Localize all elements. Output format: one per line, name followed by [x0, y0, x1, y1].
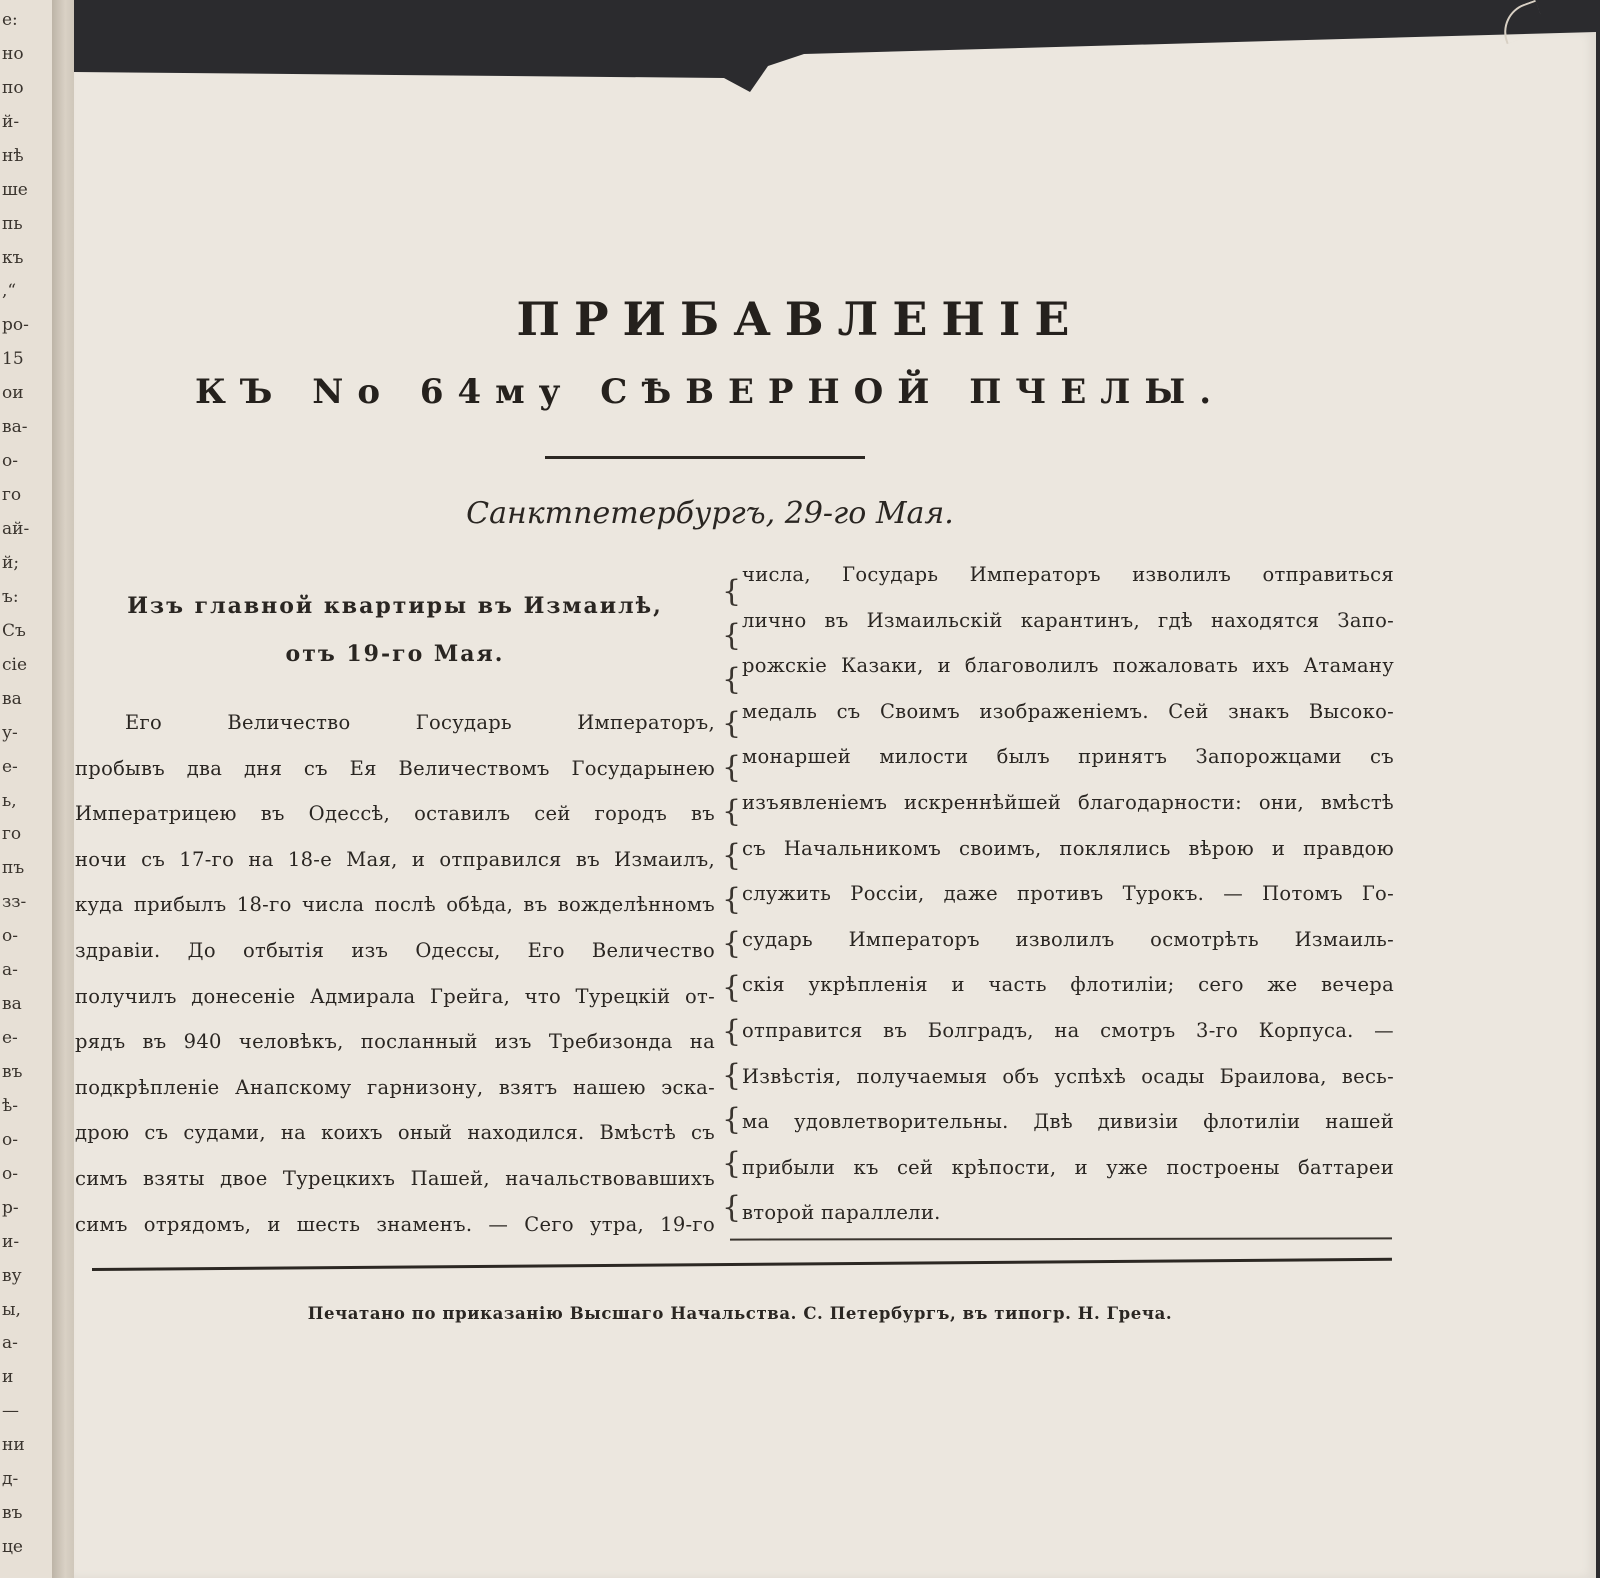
- adjacent-page-text-fragment: сіе: [2, 654, 28, 675]
- adjacent-page-text-fragment: й;: [2, 552, 20, 573]
- adjacent-page-text-fragment: ва: [2, 994, 22, 1015]
- adjacent-page-text-fragment: и-: [2, 1231, 20, 1252]
- article-heading: Изъ главной квартиры въ Измаилѣ,: [127, 593, 663, 619]
- adjacent-page-text-fragment: ва: [2, 688, 22, 709]
- text-line: получилъ донесеніе Адмирала Грейга, что Турецкій от-: [75, 984, 715, 1008]
- adjacent-page-text-fragment: го: [2, 485, 22, 506]
- left-column-body: [75, 700, 715, 1247]
- text-line: съ Начальникомъ своимъ, поклялись вѣрою и правдою: [742, 836, 1394, 860]
- adjacent-page-text-fragment: нѣ: [2, 145, 24, 166]
- adjacent-page-text-fragment: а-: [2, 960, 18, 981]
- text-line: подкрѣпленіе Анапскому гарнизону, взятъ нашею эска-: [75, 1075, 715, 1099]
- adjacent-page-text-fragment: ои: [2, 383, 24, 404]
- adjacent-page-text-fragment: у-: [2, 722, 18, 743]
- text-line: здравіи. До отбытія изъ Одессы, Его Величество: [75, 938, 715, 962]
- adjacent-page-text-fragment: къ: [2, 247, 24, 268]
- adjacent-page-text-fragment: ай-: [2, 519, 30, 540]
- adjacent-page-text-fragment: д-: [2, 1469, 19, 1490]
- adjacent-page-text-fragment: ва-: [2, 417, 28, 438]
- text-line: изъявленіемъ искреннѣйшей благодарности: они, вмѣстѣ: [742, 790, 1394, 814]
- adjacent-page-text-fragment: р-: [2, 1197, 19, 1218]
- column-divider-braces: { { { { { { { { { { { { { { {: [722, 574, 742, 1225]
- adjacent-page-text-fragment: зз-: [2, 892, 27, 913]
- adjacent-page-text-fragment: ъ:: [2, 586, 19, 607]
- text-line: Императрицею въ Одессѣ, оставилъ сей городъ въ: [75, 802, 715, 826]
- adjacent-page-text-fragment: о-: [2, 926, 18, 947]
- adjacent-page-text-fragment: ы,: [2, 1299, 21, 1320]
- adjacent-page-text-fragment: по: [2, 77, 24, 98]
- text-line: симъ взяты двое Турецкихъ Пашей, начальствовавшихъ: [75, 1166, 715, 1190]
- adjacent-page-text-fragment: е:: [2, 10, 18, 30]
- left-column: [75, 582, 715, 1247]
- adjacent-page-text-fragment: ,“: [2, 281, 17, 302]
- adjacent-page-text-fragment: —: [2, 1401, 19, 1422]
- adjacent-page-text-fragment: о-: [2, 1163, 18, 1184]
- adjacent-page-text-fragment: о-: [2, 1129, 18, 1150]
- text-line: дрою съ судами, на коихъ оный находился. Вмѣстѣ съ: [75, 1121, 715, 1145]
- adjacent-page-text-fragment: ь,: [2, 790, 17, 811]
- text-line: Извѣстія, получаемыя объ успѣхѣ осады Браилова, весь-: [742, 1064, 1394, 1088]
- adjacent-page-text-fragment: но: [2, 43, 24, 64]
- text-line: рядъ въ 940 человѣкъ, посланный изъ Требизонда на: [75, 1030, 715, 1054]
- adjacent-page-text-fragment: о-: [2, 451, 18, 472]
- text-line: ма удовлетворительны. Двѣ дивизіи флотиліи нашей: [742, 1110, 1394, 1134]
- supplement-title: ПРИБАВЛЕНІЕ: [516, 292, 1084, 346]
- text-line: отправится въ Болградъ, на смотръ 3-го Корпуса. —: [742, 1018, 1394, 1042]
- text-line: числа, Государь Императоръ изволилъ отправиться: [742, 563, 1394, 586]
- adjacent-page-text-fragment: и: [2, 1367, 14, 1388]
- adjacent-page-text-fragment: въ: [2, 1062, 23, 1082]
- title-rule: [545, 456, 865, 459]
- text-line: Его Величество Государь Императоръ,: [125, 711, 715, 734]
- text-line: прибыли къ сей крѣпости, и уже построены баттареи: [742, 1155, 1394, 1179]
- adjacent-page-text-fragment: ву: [2, 1265, 22, 1286]
- adjacent-page-text-fragment: й-: [2, 111, 20, 132]
- adjacent-page-text-fragment: 15: [2, 349, 24, 370]
- printer-imprint: Печатано по приказанію Высшаго Начальства. С. Петербургъ, въ типогр. Н. Греча.: [307, 1304, 1173, 1323]
- text-line: второй параллели.: [742, 1201, 941, 1225]
- text-line: сударь Императоръ изволилъ осмотрѣть Измаиль-: [742, 927, 1394, 951]
- adjacent-page-text-fragment: въ: [2, 1503, 23, 1524]
- text-line: пробывъ два дня съ Ея Величествомъ Государынею: [75, 756, 715, 780]
- page-gutter: [52, 0, 74, 1578]
- adjacent-page-edge: [0, 0, 53, 1578]
- adjacent-page-text-fragment: го: [2, 824, 22, 845]
- adjacent-page-text-fragment: е-: [2, 756, 18, 777]
- adjacent-page-text-fragment: е-: [2, 1028, 18, 1049]
- text-line: рожскіе Казаки, и благоволилъ пожаловать ихъ Атаману: [742, 654, 1394, 678]
- adjacent-page-text-fragment: пъ: [2, 858, 25, 879]
- text-line: служить Россіи, даже противъ Турокъ. — Потомъ Го-: [742, 882, 1394, 906]
- adjacent-page-text-fragment: а-: [2, 1333, 18, 1354]
- supplement-subtitle: КЪ No 64му СѢВЕРНОЙ ПЧЕЛЫ.: [194, 372, 1226, 412]
- text-line: куда прибылъ 18-го числа послѣ обѣда, въ вожделѣнномъ: [75, 893, 715, 917]
- text-line: медаль съ Своимъ изображеніемъ. Сей знакъ Высоко-: [742, 699, 1394, 723]
- adjacent-page-text-fragment: Съ: [2, 620, 26, 641]
- adjacent-page-text-fragment: ше: [2, 179, 28, 200]
- adjacent-page-text-fragment: це: [2, 1537, 23, 1558]
- adjacent-page-text-fragment: пь: [2, 213, 23, 234]
- text-line: лично въ Измаильскій карантинъ, гдѣ находятся Запо-: [742, 608, 1394, 632]
- adjacent-page-text-fragment: ѣ-: [2, 1095, 18, 1116]
- text-line: скія укрѣпленія и часть флотиліи; сего же вечера: [742, 973, 1394, 997]
- text-line: монаршей милости былъ принятъ Запорожцами съ: [742, 745, 1394, 769]
- adjacent-page-text-fragment: ро-: [2, 315, 29, 336]
- adjacent-page-text-fragment: ни: [2, 1435, 25, 1456]
- dateline: Санктпетербургъ, 29-го Мая.: [466, 496, 954, 531]
- text-line: ночи съ 17-го на 18-е Мая, и отправился въ Измаилъ,: [75, 847, 715, 871]
- article-subheading: отъ 19-го Мая.: [285, 641, 505, 667]
- right-column: [742, 552, 1394, 1236]
- text-line: симъ отрядомъ, и шесть знаменъ. — Сего утра, 19-го: [75, 1212, 715, 1236]
